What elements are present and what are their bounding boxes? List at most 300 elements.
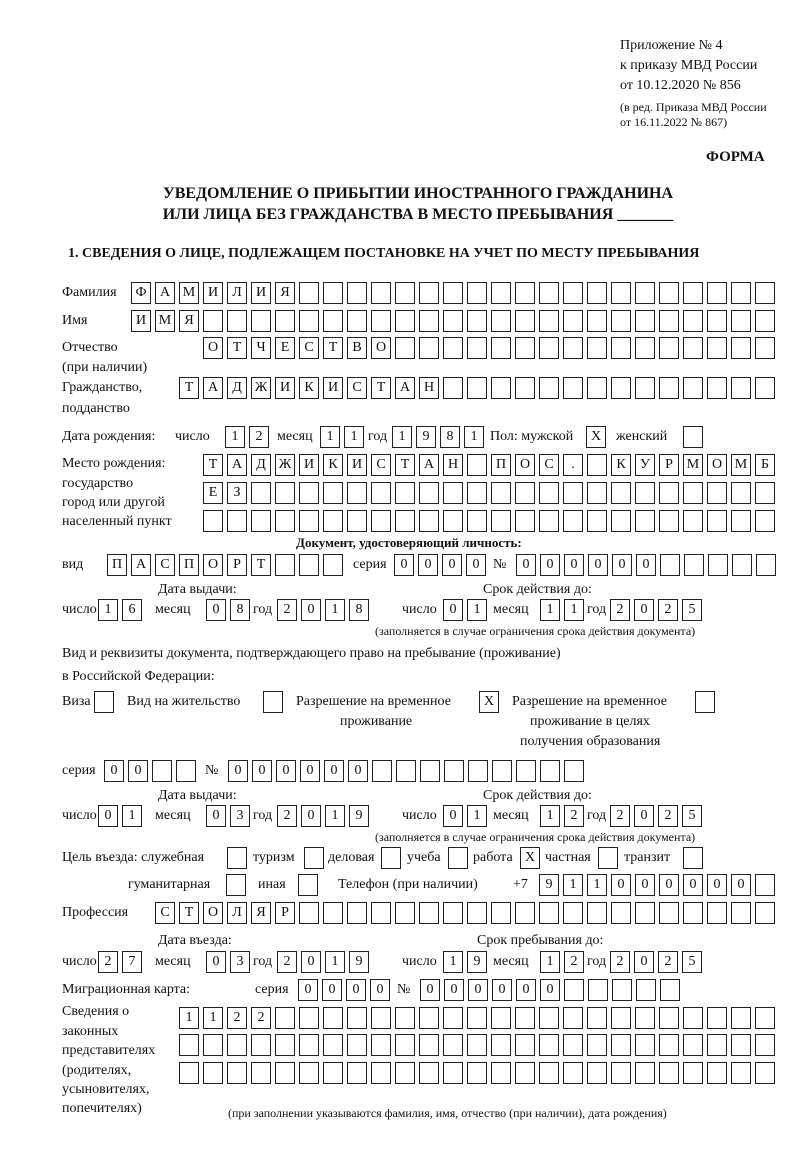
purpose-tourism-checkbox[interactable] xyxy=(304,847,324,869)
char-box[interactable] xyxy=(755,1034,775,1056)
char-box[interactable] xyxy=(323,1034,343,1056)
char-box[interactable]: Т xyxy=(395,454,415,476)
id-valid-month-field[interactable] xyxy=(540,599,584,621)
char-box[interactable]: А xyxy=(419,454,439,476)
birth-day-field[interactable] xyxy=(225,426,269,448)
char-box[interactable] xyxy=(371,310,391,332)
char-box[interactable] xyxy=(323,1062,343,1084)
char-box[interactable] xyxy=(539,337,559,359)
char-box[interactable] xyxy=(395,902,415,924)
char-box[interactable] xyxy=(323,510,343,532)
phone-field[interactable] xyxy=(539,874,775,896)
char-box[interactable] xyxy=(587,482,607,504)
char-box[interactable]: В xyxy=(347,337,367,359)
char-box[interactable] xyxy=(611,1007,631,1029)
char-box[interactable]: Т xyxy=(371,377,391,399)
temp-residence-checkbox[interactable] xyxy=(479,691,499,713)
purpose-private-checkbox[interactable] xyxy=(598,847,618,869)
char-box[interactable] xyxy=(683,337,703,359)
char-box[interactable] xyxy=(683,482,703,504)
char-box[interactable] xyxy=(299,510,319,532)
char-box[interactable] xyxy=(611,1062,631,1084)
char-box[interactable]: 2 xyxy=(249,426,269,448)
char-box[interactable] xyxy=(467,377,487,399)
char-box[interactable] xyxy=(275,310,295,332)
char-box[interactable]: Ж xyxy=(275,454,295,476)
char-box[interactable]: 0 xyxy=(634,599,654,621)
char-box[interactable]: Ч xyxy=(251,337,271,359)
char-box[interactable]: 2 xyxy=(658,805,678,827)
char-box[interactable] xyxy=(611,902,631,924)
char-box[interactable] xyxy=(611,510,631,532)
char-box[interactable] xyxy=(395,310,415,332)
id-valid-day-field[interactable] xyxy=(443,599,487,621)
name-field[interactable] xyxy=(131,310,775,332)
char-box[interactable] xyxy=(299,482,319,504)
char-box[interactable]: 9 xyxy=(467,951,487,973)
char-box[interactable] xyxy=(683,1034,703,1056)
char-box[interactable]: X xyxy=(479,691,499,713)
char-box[interactable] xyxy=(251,1062,271,1084)
char-box[interactable]: 0 xyxy=(731,874,751,896)
char-box[interactable]: С xyxy=(539,454,559,476)
char-box[interactable] xyxy=(203,1062,223,1084)
char-box[interactable] xyxy=(683,426,703,448)
char-box[interactable] xyxy=(275,510,295,532)
char-box[interactable] xyxy=(515,1062,535,1084)
char-box[interactable] xyxy=(467,310,487,332)
char-box[interactable] xyxy=(299,282,319,304)
char-box[interactable]: 0 xyxy=(301,805,321,827)
char-box[interactable]: 0 xyxy=(104,760,124,782)
char-box[interactable] xyxy=(299,554,319,576)
char-box[interactable] xyxy=(467,510,487,532)
char-box[interactable] xyxy=(539,482,559,504)
char-box[interactable] xyxy=(707,377,727,399)
char-box[interactable]: 2 xyxy=(227,1007,247,1029)
char-box[interactable]: С xyxy=(155,554,175,576)
char-box[interactable] xyxy=(420,760,440,782)
char-box[interactable] xyxy=(707,1062,727,1084)
char-box[interactable]: Я xyxy=(275,282,295,304)
char-box[interactable] xyxy=(707,310,727,332)
char-box[interactable] xyxy=(419,1062,439,1084)
char-box[interactable] xyxy=(395,337,415,359)
char-box[interactable] xyxy=(515,337,535,359)
residence-permit-checkbox[interactable] xyxy=(263,691,283,713)
char-box[interactable]: 0 xyxy=(683,874,703,896)
char-box[interactable]: 2 xyxy=(610,805,630,827)
char-box[interactable] xyxy=(539,510,559,532)
char-box[interactable] xyxy=(371,510,391,532)
char-box[interactable]: 1 xyxy=(344,426,364,448)
char-box[interactable] xyxy=(635,902,655,924)
char-box[interactable] xyxy=(275,1034,295,1056)
char-box[interactable]: С xyxy=(347,377,367,399)
char-box[interactable] xyxy=(755,337,775,359)
char-box[interactable] xyxy=(275,482,295,504)
char-box[interactable]: 0 xyxy=(540,979,560,1001)
char-box[interactable] xyxy=(304,847,324,869)
char-box[interactable] xyxy=(347,1034,367,1056)
char-box[interactable] xyxy=(395,1007,415,1029)
char-box[interactable]: Т xyxy=(251,554,271,576)
char-box[interactable] xyxy=(659,1034,679,1056)
char-box[interactable]: Н xyxy=(419,377,439,399)
char-box[interactable]: 2 xyxy=(658,951,678,973)
char-box[interactable]: 0 xyxy=(442,554,462,576)
char-box[interactable] xyxy=(179,1034,199,1056)
char-box[interactable]: К xyxy=(611,454,631,476)
char-box[interactable] xyxy=(395,1034,415,1056)
char-box[interactable] xyxy=(708,554,728,576)
char-box[interactable] xyxy=(612,979,632,1001)
char-box[interactable] xyxy=(467,1007,487,1029)
surname-field[interactable] xyxy=(131,282,775,304)
char-box[interactable] xyxy=(371,1034,391,1056)
char-box[interactable]: 1 xyxy=(325,951,345,973)
char-box[interactable]: 9 xyxy=(349,805,369,827)
char-box[interactable]: 0 xyxy=(298,979,318,1001)
stay-issue-year-field[interactable] xyxy=(277,805,369,827)
char-box[interactable] xyxy=(539,282,559,304)
char-box[interactable] xyxy=(467,454,487,476)
char-box[interactable] xyxy=(755,310,775,332)
char-box[interactable] xyxy=(635,482,655,504)
char-box[interactable] xyxy=(395,1062,415,1084)
char-box[interactable]: 2 xyxy=(277,805,297,827)
char-box[interactable]: Т xyxy=(203,454,223,476)
char-box[interactable] xyxy=(323,282,343,304)
char-box[interactable] xyxy=(732,554,752,576)
char-box[interactable]: 0 xyxy=(346,979,366,1001)
char-box[interactable]: 1 xyxy=(225,426,245,448)
char-box[interactable] xyxy=(298,874,318,896)
char-box[interactable]: Б xyxy=(755,454,775,476)
birth-month-field[interactable] xyxy=(320,426,364,448)
char-box[interactable] xyxy=(563,310,583,332)
char-box[interactable] xyxy=(468,760,488,782)
char-box[interactable] xyxy=(299,1007,319,1029)
char-box[interactable] xyxy=(587,377,607,399)
char-box[interactable] xyxy=(323,902,343,924)
char-box[interactable] xyxy=(491,1007,511,1029)
char-box[interactable] xyxy=(611,377,631,399)
char-box[interactable] xyxy=(299,902,319,924)
reps-field-3[interactable] xyxy=(179,1062,775,1084)
char-box[interactable]: Ж xyxy=(251,377,271,399)
char-box[interactable]: 0 xyxy=(659,874,679,896)
purpose-work-checkbox[interactable] xyxy=(520,847,540,869)
char-box[interactable]: Р xyxy=(275,902,295,924)
char-box[interactable] xyxy=(251,482,271,504)
char-box[interactable] xyxy=(731,1034,751,1056)
char-box[interactable]: Д xyxy=(251,454,271,476)
char-box[interactable] xyxy=(695,691,715,713)
char-box[interactable] xyxy=(755,874,775,896)
profession-field[interactable] xyxy=(155,902,775,924)
char-box[interactable] xyxy=(491,1034,511,1056)
char-box[interactable] xyxy=(381,847,401,869)
char-box[interactable] xyxy=(635,510,655,532)
char-box[interactable] xyxy=(491,310,511,332)
char-box[interactable] xyxy=(203,310,223,332)
char-box[interactable] xyxy=(707,282,727,304)
char-box[interactable] xyxy=(563,1034,583,1056)
char-box[interactable]: 7 xyxy=(122,951,142,973)
char-box[interactable] xyxy=(227,1034,247,1056)
char-box[interactable] xyxy=(299,310,319,332)
char-box[interactable]: 2 xyxy=(564,951,584,973)
char-box[interactable] xyxy=(467,1062,487,1084)
char-box[interactable]: Я xyxy=(179,310,199,332)
char-box[interactable] xyxy=(564,760,584,782)
char-box[interactable]: 0 xyxy=(394,554,414,576)
char-box[interactable] xyxy=(539,377,559,399)
char-box[interactable] xyxy=(448,847,468,869)
char-box[interactable] xyxy=(659,482,679,504)
char-box[interactable] xyxy=(563,510,583,532)
char-box[interactable] xyxy=(419,310,439,332)
char-box[interactable] xyxy=(323,1007,343,1029)
char-box[interactable] xyxy=(395,482,415,504)
char-box[interactable]: 0 xyxy=(322,979,342,1001)
char-box[interactable] xyxy=(491,482,511,504)
char-box[interactable] xyxy=(515,482,535,504)
char-box[interactable] xyxy=(419,1034,439,1056)
id-issue-day-field[interactable] xyxy=(98,599,142,621)
citizenship-field[interactable] xyxy=(179,377,775,399)
char-box[interactable]: О xyxy=(203,902,223,924)
reps-field-1[interactable] xyxy=(179,1007,775,1029)
char-box[interactable]: М xyxy=(179,282,199,304)
char-box[interactable] xyxy=(94,691,114,713)
char-box[interactable] xyxy=(395,282,415,304)
char-box[interactable]: 2 xyxy=(564,805,584,827)
char-box[interactable] xyxy=(515,510,535,532)
char-box[interactable] xyxy=(179,1062,199,1084)
char-box[interactable] xyxy=(731,282,751,304)
reps-field-2[interactable] xyxy=(179,1034,775,1056)
char-box[interactable] xyxy=(539,310,559,332)
char-box[interactable] xyxy=(419,902,439,924)
char-box[interactable]: 0 xyxy=(276,760,296,782)
char-box[interactable]: И xyxy=(299,454,319,476)
char-box[interactable] xyxy=(611,1034,631,1056)
char-box[interactable]: 9 xyxy=(539,874,559,896)
char-box[interactable]: 0 xyxy=(612,554,632,576)
char-box[interactable] xyxy=(587,310,607,332)
char-box[interactable] xyxy=(203,510,223,532)
char-box[interactable] xyxy=(419,510,439,532)
char-box[interactable] xyxy=(372,760,392,782)
char-box[interactable]: Р xyxy=(227,554,247,576)
char-box[interactable] xyxy=(491,510,511,532)
char-box[interactable]: 1 xyxy=(564,599,584,621)
char-box[interactable]: 3 xyxy=(230,951,250,973)
char-box[interactable]: 9 xyxy=(416,426,436,448)
char-box[interactable] xyxy=(323,554,343,576)
char-box[interactable]: 0 xyxy=(206,951,226,973)
char-box[interactable] xyxy=(611,282,631,304)
char-box[interactable] xyxy=(539,1034,559,1056)
char-box[interactable] xyxy=(731,337,751,359)
char-box[interactable] xyxy=(755,377,775,399)
char-box[interactable]: 0 xyxy=(418,554,438,576)
char-box[interactable] xyxy=(683,310,703,332)
char-box[interactable] xyxy=(263,691,283,713)
char-box[interactable]: 2 xyxy=(610,951,630,973)
char-box[interactable]: 0 xyxy=(443,599,463,621)
char-box[interactable]: 2 xyxy=(98,951,118,973)
char-box[interactable]: Д xyxy=(227,377,247,399)
char-box[interactable] xyxy=(491,1062,511,1084)
char-box[interactable] xyxy=(587,337,607,359)
char-box[interactable] xyxy=(587,454,607,476)
char-box[interactable]: X xyxy=(586,426,606,448)
char-box[interactable] xyxy=(563,337,583,359)
char-box[interactable] xyxy=(587,282,607,304)
char-box[interactable] xyxy=(731,1062,751,1084)
char-box[interactable] xyxy=(635,282,655,304)
char-box[interactable]: Т xyxy=(179,902,199,924)
char-box[interactable]: 0 xyxy=(443,805,463,827)
char-box[interactable]: К xyxy=(323,454,343,476)
char-box[interactable]: 0 xyxy=(228,760,248,782)
entry-month-field[interactable] xyxy=(206,951,250,973)
char-box[interactable] xyxy=(491,902,511,924)
char-box[interactable]: О xyxy=(203,554,223,576)
char-box[interactable]: Т xyxy=(227,337,247,359)
sex-male-checkbox[interactable] xyxy=(586,426,606,448)
char-box[interactable] xyxy=(347,310,367,332)
entry-year-field[interactable] xyxy=(277,951,369,973)
char-box[interactable] xyxy=(707,337,727,359)
char-box[interactable]: К xyxy=(299,377,319,399)
char-box[interactable] xyxy=(755,1007,775,1029)
char-box[interactable]: 5 xyxy=(682,805,702,827)
char-box[interactable]: 5 xyxy=(682,951,702,973)
char-box[interactable] xyxy=(299,1062,319,1084)
char-box[interactable] xyxy=(371,1062,391,1084)
char-box[interactable] xyxy=(683,377,703,399)
char-box[interactable] xyxy=(659,310,679,332)
purpose-other-checkbox[interactable] xyxy=(298,874,318,896)
char-box[interactable]: 2 xyxy=(610,599,630,621)
char-box[interactable]: А xyxy=(395,377,415,399)
char-box[interactable] xyxy=(683,510,703,532)
char-box[interactable]: X xyxy=(520,847,540,869)
id-valid-year-field[interactable] xyxy=(610,599,702,621)
char-box[interactable] xyxy=(227,310,247,332)
char-box[interactable]: 1 xyxy=(392,426,412,448)
char-box[interactable]: 6 xyxy=(122,599,142,621)
char-box[interactable] xyxy=(731,902,751,924)
char-box[interactable]: 0 xyxy=(540,554,560,576)
char-box[interactable]: 0 xyxy=(636,554,656,576)
char-box[interactable]: И xyxy=(131,310,151,332)
stay-day-field[interactable] xyxy=(443,951,487,973)
stay-valid-day-field[interactable] xyxy=(443,805,487,827)
char-box[interactable]: С xyxy=(371,454,391,476)
char-box[interactable] xyxy=(707,902,727,924)
char-box[interactable]: П xyxy=(491,454,511,476)
char-box[interactable]: Е xyxy=(203,482,223,504)
stay-valid-month-field[interactable] xyxy=(540,805,584,827)
char-box[interactable] xyxy=(707,1034,727,1056)
char-box[interactable] xyxy=(443,1034,463,1056)
char-box[interactable] xyxy=(467,482,487,504)
char-box[interactable]: Р xyxy=(659,454,679,476)
char-box[interactable]: И xyxy=(347,454,367,476)
char-box[interactable]: 1 xyxy=(587,874,607,896)
stay-issue-day-field[interactable] xyxy=(98,805,142,827)
char-box[interactable] xyxy=(587,510,607,532)
char-box[interactable] xyxy=(419,1007,439,1029)
char-box[interactable]: 0 xyxy=(492,979,512,1001)
char-box[interactable] xyxy=(515,310,535,332)
char-box[interactable]: П xyxy=(107,554,127,576)
char-box[interactable]: 1 xyxy=(325,599,345,621)
char-box[interactable] xyxy=(515,377,535,399)
char-box[interactable]: 0 xyxy=(564,554,584,576)
birth-place-field-2[interactable] xyxy=(203,482,775,504)
char-box[interactable]: И xyxy=(275,377,295,399)
char-box[interactable] xyxy=(443,482,463,504)
entry-day-field[interactable] xyxy=(98,951,142,973)
char-box[interactable] xyxy=(587,1062,607,1084)
char-box[interactable] xyxy=(419,282,439,304)
char-box[interactable] xyxy=(683,1062,703,1084)
char-box[interactable]: 1 xyxy=(467,599,487,621)
char-box[interactable]: 0 xyxy=(128,760,148,782)
char-box[interactable] xyxy=(756,554,776,576)
char-box[interactable] xyxy=(419,482,439,504)
char-box[interactable] xyxy=(731,1007,751,1029)
char-box[interactable] xyxy=(684,554,704,576)
char-box[interactable] xyxy=(443,1007,463,1029)
char-box[interactable] xyxy=(515,1007,535,1029)
birth-year-field[interactable] xyxy=(392,426,484,448)
char-box[interactable] xyxy=(539,902,559,924)
char-box[interactable] xyxy=(323,310,343,332)
char-box[interactable] xyxy=(755,510,775,532)
purpose-study-checkbox[interactable] xyxy=(448,847,468,869)
char-box[interactable] xyxy=(563,902,583,924)
char-box[interactable] xyxy=(443,282,463,304)
char-box[interactable] xyxy=(635,337,655,359)
char-box[interactable] xyxy=(683,282,703,304)
char-box[interactable] xyxy=(564,979,584,1001)
char-box[interactable] xyxy=(347,1007,367,1029)
char-box[interactable] xyxy=(203,1034,223,1056)
char-box[interactable]: Т xyxy=(323,337,343,359)
char-box[interactable] xyxy=(515,1034,535,1056)
char-box[interactable] xyxy=(635,1034,655,1056)
id-series-field[interactable] xyxy=(394,554,486,576)
id-kind-field[interactable] xyxy=(107,554,343,576)
char-box[interactable]: 3 xyxy=(230,805,250,827)
char-box[interactable]: 0 xyxy=(301,951,321,973)
char-box[interactable] xyxy=(587,902,607,924)
char-box[interactable]: У xyxy=(635,454,655,476)
birth-place-field-1[interactable] xyxy=(203,454,775,476)
char-box[interactable] xyxy=(467,282,487,304)
char-box[interactable]: Н xyxy=(443,454,463,476)
char-box[interactable] xyxy=(683,902,703,924)
char-box[interactable] xyxy=(443,337,463,359)
char-box[interactable] xyxy=(492,760,512,782)
